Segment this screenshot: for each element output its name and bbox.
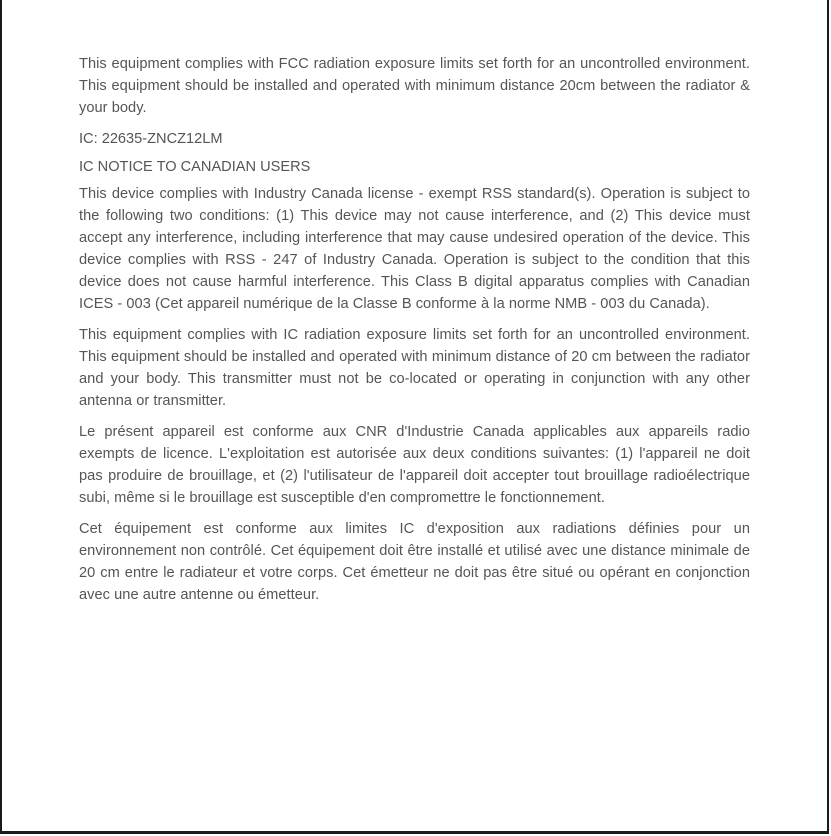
ic-notice-french-paragraph: Le présent appareil est conforme aux CNR d'Industrie Canada applicables aux appareils radio exempts de licence. L'exploitation est autorisée aux deux conditions suivantes: (1) l'appareil ne doit pas produire de brouillage, et (2) l'utilisateur de l'appareil doit accepter tout brouillage radioélectrique subi, même si le brouillage est susceptible d'en compromettre le fonctionnement. <box>79 424 750 506</box>
ic-id-label: IC: 22635-ZNCZ12LM <box>79 131 223 147</box>
compliance-statement <box>79 53 750 615</box>
ic-exposure-english-paragraph: This equipment complies with IC radiation exposure limits set forth for an uncontrolled environment. This equipment should be installed and operated with minimum distance of 20 cm between the radiator and your body. This transmitter must not be co-located or operating in conjunction with any other antenna or transmitter. <box>79 327 750 409</box>
ic-notice-heading: IC NOTICE TO CANADIAN USERS <box>79 159 311 175</box>
ic-exposure-french-paragraph: Cet équipement est conforme aux limites IC d'exposition aux radiations définies pour un environnement non contrôlé. Cet équipement doit être installé et utilisé avec une distance minimale de 20 cm entre le radiateur et votre corps. Cet émetteur ne doit pas être situé ou opérant en conjonction avec une autre antenne ou émetteur. <box>79 521 750 603</box>
ic-notice-english-paragraph: This device complies with Industry Canada license - exempt RSS standard(s). Operation is subject to the following two conditions: (1) This device may not cause interference, and (2) This device must accept any interference, including interference that may cause undesired operation of the device. This device complies with RSS - 247 of Industry Canada. Operation is subject to the condition that this device does not cause harmful interference. This Class B digital apparatus complies with Canadian ICES - 003 (Cet appareil numérique de la Classe B conforme à la norme NMB - 003 du Canada). <box>79 186 750 312</box>
fcc-exposure-paragraph: This equipment complies with FCC radiation exposure limits set forth for an uncontrolled environment. This equipment should be installed and operated with minimum distance 20cm between the radiator & your body. <box>79 56 750 116</box>
